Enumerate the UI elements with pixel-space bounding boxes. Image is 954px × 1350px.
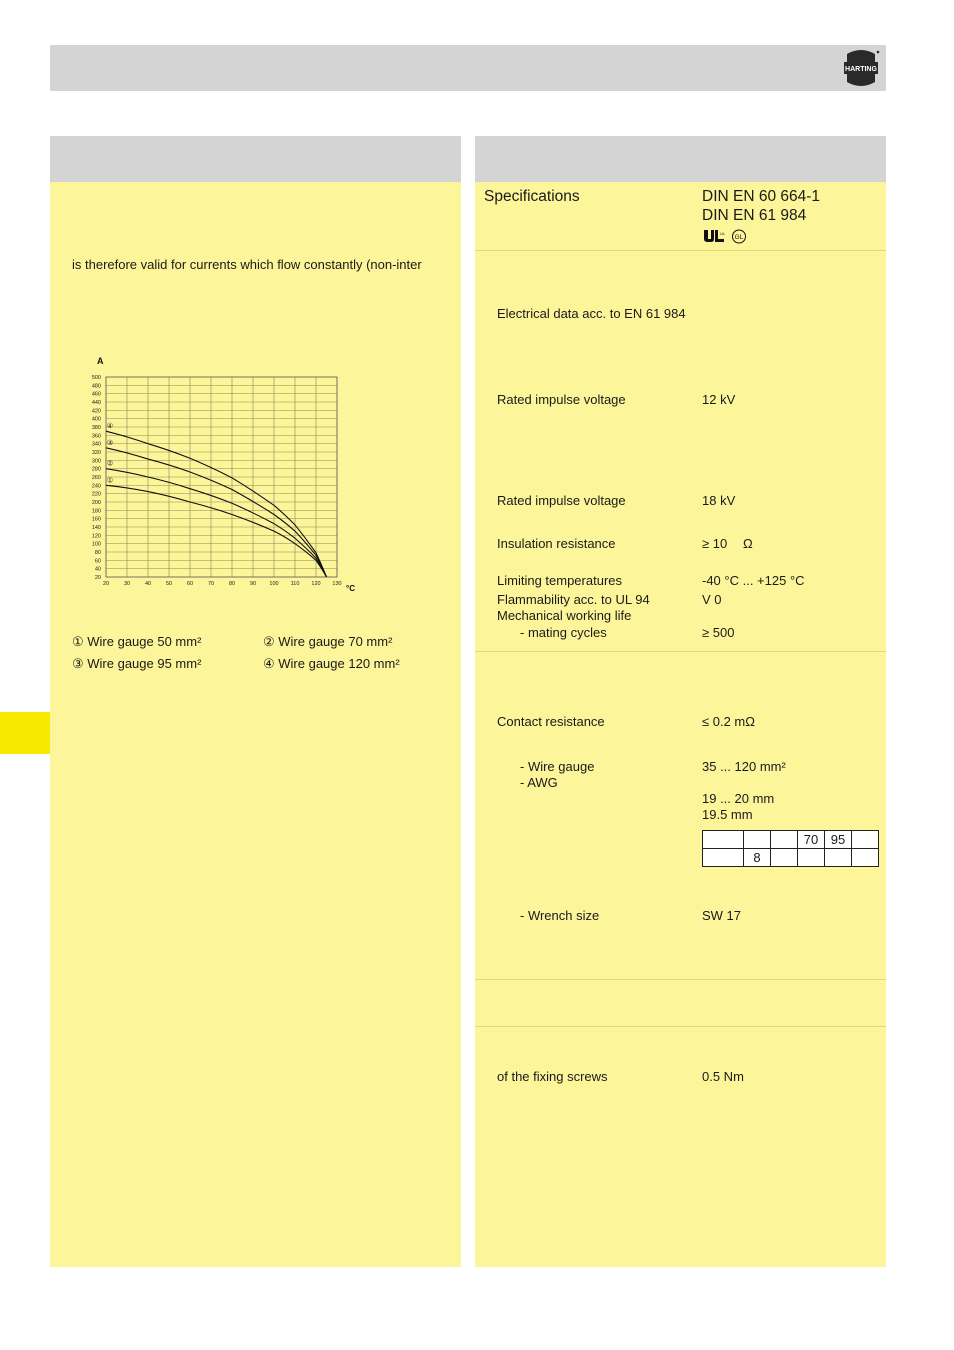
- table-cell: [798, 849, 825, 867]
- svg-text:UL: UL: [720, 231, 726, 236]
- row-label: Limiting temperatures: [497, 573, 622, 588]
- x-tick-label: 130: [332, 581, 342, 587]
- right-panel-header: [475, 136, 886, 182]
- y-tick-label: 140: [91, 525, 101, 531]
- table-cell: [852, 849, 879, 867]
- row-label: Insulation resistance: [497, 536, 616, 551]
- row-value: ≥ 10: [702, 536, 728, 551]
- y-tick-label: 340: [91, 441, 101, 448]
- chapter-tab: [0, 712, 50, 754]
- table-cell: [852, 831, 879, 849]
- table-cell: [771, 849, 798, 867]
- row-value: ≥ 500: [702, 625, 735, 640]
- row-label: Mechanical working life: [497, 608, 632, 623]
- y-tick-label: 320: [91, 450, 101, 456]
- row-label: Flammability acc. to UL 94: [497, 592, 650, 607]
- row-value: V 0: [702, 592, 722, 607]
- row-value-unit: Ω: [743, 536, 753, 551]
- y-tick-label: 420: [91, 408, 101, 415]
- series-line: [106, 431, 327, 577]
- series-label: ②: [106, 459, 114, 468]
- x-tick-label: 70: [207, 581, 215, 587]
- series-label: ③: [106, 438, 114, 447]
- table-row: [703, 831, 879, 849]
- spec-value-1: DIN EN 60 664-1: [702, 188, 821, 205]
- series-line: [106, 485, 327, 577]
- y-tick-label: 260: [91, 475, 101, 481]
- table-cell: [703, 831, 744, 849]
- x-tick-label: 100: [269, 581, 279, 587]
- y-tick-label: 500: [91, 375, 101, 381]
- x-axis-label: °C: [346, 584, 355, 593]
- row-label: of the fixing screws: [497, 1069, 608, 1084]
- row-value: 18 kV: [702, 493, 736, 508]
- x-tick-label: 50: [165, 581, 173, 587]
- ul-mark-icon: [702, 228, 726, 244]
- table-row: [703, 849, 879, 867]
- y-tick-label: 20: [94, 575, 101, 581]
- x-tick-label: 120: [311, 581, 321, 587]
- spec-value-2: DIN EN 61 984: [702, 207, 807, 224]
- row-value: 12 kV: [702, 392, 736, 407]
- series-line: [106, 448, 327, 577]
- y-tick-label: 100: [91, 541, 101, 548]
- series-label: ④: [106, 422, 114, 431]
- y-tick-label: 300: [91, 458, 101, 465]
- divider: [475, 250, 886, 251]
- legend-item-3: ③ Wire gauge 95 mm²: [72, 656, 202, 671]
- harting-logo-icon: [841, 48, 881, 88]
- table-cell: [703, 849, 744, 867]
- gl-mark-icon: [731, 229, 747, 244]
- y-tick-label: 460: [91, 391, 101, 398]
- y-axis-label: A: [97, 356, 104, 366]
- y-tick-label: 80: [94, 550, 101, 556]
- row-value: ≤ 0.2 mΩ: [702, 714, 755, 729]
- table-cell: [771, 831, 798, 849]
- y-tick-label: 400: [91, 416, 101, 423]
- table-cell: 95: [825, 831, 852, 849]
- legend-item-4: ④ Wire gauge 120 mm²: [263, 656, 400, 671]
- series-label: ①: [106, 476, 114, 485]
- derating-chart: [85, 350, 365, 600]
- row-value: 19.5 mm: [702, 807, 753, 822]
- table-cell: 8: [744, 849, 771, 867]
- logo-text: HARTING: [845, 66, 877, 73]
- row-label: - AWG: [520, 775, 558, 790]
- y-tick-label: 180: [91, 508, 101, 515]
- x-tick-label: 80: [228, 581, 236, 587]
- legend-item-1: ① Wire gauge 50 mm²: [72, 634, 202, 649]
- y-tick-label: 380: [91, 425, 101, 431]
- divider: [475, 651, 886, 652]
- row-label: - mating cycles: [520, 625, 607, 640]
- x-tick-label: 20: [102, 581, 110, 587]
- y-tick-label: 440: [91, 400, 101, 406]
- x-tick-label: 90: [249, 581, 257, 587]
- x-tick-label: 60: [186, 581, 194, 587]
- row-label: Contact resistance: [497, 714, 605, 729]
- row-value: -40 °C ... +125 °C: [702, 573, 805, 588]
- y-tick-label: 240: [91, 483, 101, 490]
- row-label: Electrical data acc. to EN 61 984: [497, 306, 686, 321]
- row-value: 0.5 Nm: [702, 1069, 744, 1084]
- divider: [475, 1026, 886, 1027]
- intro-text: is therefore valid for currents which flow constantly (non-inter: [72, 257, 422, 272]
- y-tick-label: 200: [91, 500, 101, 506]
- row-label: - Wire gauge: [520, 759, 595, 774]
- row-label: Rated impulse voltage: [497, 392, 626, 407]
- spec-label: Specifications: [484, 188, 580, 205]
- y-tick-label: 120: [91, 533, 101, 540]
- x-tick-label: 110: [290, 581, 300, 587]
- x-tick-label: 30: [123, 581, 131, 587]
- left-panel-header: [50, 136, 461, 182]
- row-label: Rated impulse voltage: [497, 493, 626, 508]
- legend-item-2: ② Wire gauge 70 mm²: [263, 634, 393, 649]
- x-tick-label: 40: [144, 581, 152, 587]
- row-value: SW 17: [702, 908, 742, 923]
- y-tick-label: 280: [91, 466, 101, 473]
- table-cell: [744, 831, 771, 849]
- row-value: 19 ... 20 mm: [702, 791, 775, 806]
- table-cell: [825, 849, 852, 867]
- row-value: 35 ... 120 mm²: [702, 759, 786, 774]
- header-bar: [50, 45, 886, 91]
- divider: [475, 979, 886, 980]
- wire-gauge-table: [702, 830, 879, 867]
- y-tick-label: 160: [91, 516, 101, 523]
- y-tick-label: 40: [94, 566, 101, 573]
- y-tick-label: 220: [91, 491, 101, 498]
- left-panel: [50, 182, 461, 1267]
- y-tick-label: 360: [91, 433, 101, 440]
- table-cell: 70: [798, 831, 825, 849]
- y-tick-label: 480: [91, 383, 101, 390]
- y-tick-label: 60: [94, 558, 101, 565]
- row-label: - Wrench size: [520, 908, 600, 923]
- svg-text:GL: GL: [734, 234, 744, 241]
